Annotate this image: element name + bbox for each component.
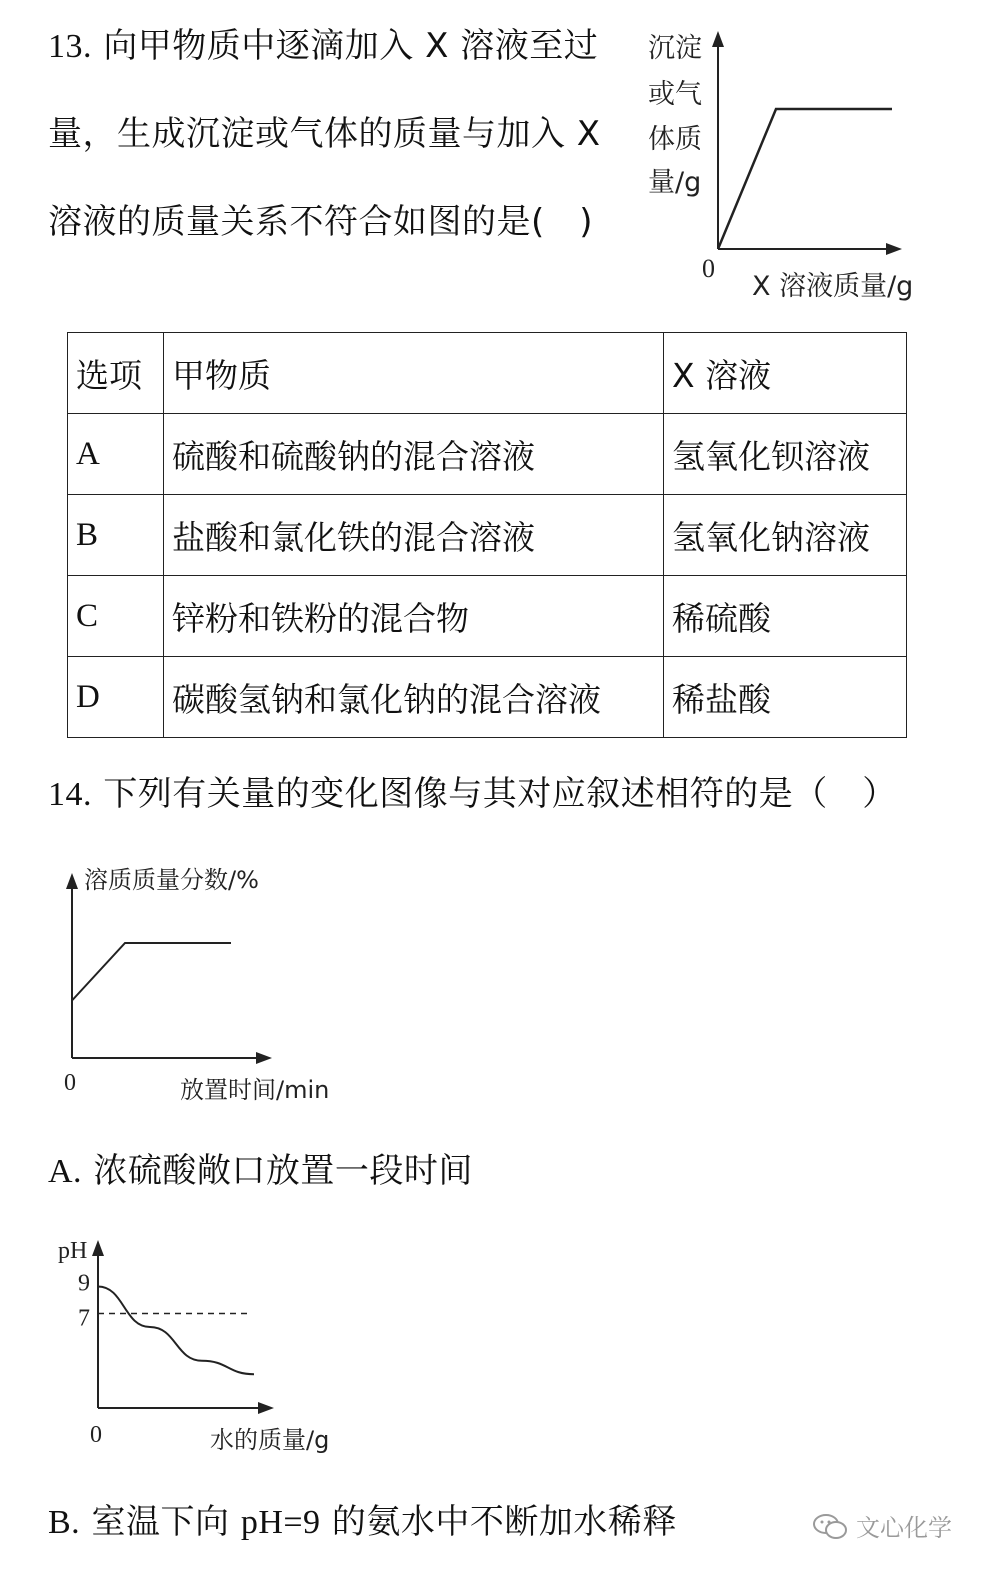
optA-series-line [72, 943, 231, 1001]
optA-y-arrow [66, 873, 78, 889]
optB-tick-label: 7 [78, 1305, 90, 1332]
q13-series-line [718, 109, 892, 249]
q14-optionB [48, 1478, 677, 1567]
table-cell-substance: 碳酸氢钠和氯化钠的混合溶液 [164, 657, 664, 738]
table-cell-solution: 稀盐酸 [664, 657, 907, 738]
table-row [68, 414, 907, 495]
optB-x-arrow [258, 1402, 274, 1414]
optA-text: 浓硫酸敞口放置一段时间 [93, 1151, 473, 1191]
table-row [68, 495, 907, 576]
q13-xlabel: X 溶液质量/g [752, 271, 914, 302]
table-cell-option: B [68, 495, 164, 576]
table-cell-substance: 硫酸和硫酸钠的混合溶液 [164, 414, 664, 495]
q13-chart [640, 15, 940, 315]
table-header-cell: 甲物质 [164, 333, 664, 414]
q14-optionA-chart [50, 855, 370, 1115]
table-cell-solution: 稀硫酸 [664, 576, 907, 657]
q13-line3: 溶液的质量关系不符合如图的是( ) [48, 202, 594, 242]
q13-ylabel-line: 量/g [648, 167, 702, 198]
table-header-cell: 选项 [68, 333, 164, 414]
q14-number: 14. [48, 776, 92, 813]
options-table [67, 332, 907, 738]
optB-label: B. [48, 1504, 81, 1541]
table-cell-solution: 氢氧化钡溶液 [664, 414, 907, 495]
optB-series-line [98, 1287, 254, 1375]
watermark-text: 文心化学 [856, 1514, 952, 1542]
table-row [68, 657, 907, 738]
q13-origin-label: 0 [702, 254, 715, 283]
q13-ylabel-line: 或气 [648, 79, 702, 110]
table-header-row [68, 333, 907, 414]
table-header-cell: X 溶液 [664, 333, 907, 414]
table-cell-option: C [68, 576, 164, 657]
optA-xlabel: 放置时间/min [180, 1076, 330, 1104]
q14-text: 下列有关量的变化图像与其对应叙述相符的是（ ） [103, 774, 897, 814]
q14-stem [48, 750, 897, 839]
table-cell-substance: 盐酸和氯化铁的混合溶液 [164, 495, 664, 576]
q13-ylabel-line: 沉淀 [648, 33, 702, 64]
optA-label: A. [48, 1153, 83, 1190]
table-row [68, 576, 907, 657]
optB-text-ph: pH=9 [240, 1504, 321, 1541]
optB-ylabel: pH [58, 1238, 88, 1264]
table-cell-solution: 氢氧化钠溶液 [664, 495, 907, 576]
optB-text-suffix: 的氨水中不断加水稀释 [331, 1502, 677, 1542]
q14-optionB-chart [50, 1228, 370, 1468]
optB-y-arrow [92, 1240, 104, 1256]
optA-ylabel: 溶质质量分数/% [84, 866, 259, 894]
q13-number: 13. [48, 28, 92, 65]
optB-text-prefix: 室温下向 [91, 1502, 230, 1542]
optA-origin-label: 0 [64, 1070, 76, 1096]
table-cell-option: A [68, 414, 164, 495]
q13-y-arrow [712, 31, 724, 47]
q13-ylabel [648, 33, 702, 198]
watermark [812, 1508, 952, 1543]
optA-x-arrow [256, 1052, 272, 1064]
optB-origin-label: 0 [90, 1422, 102, 1448]
q13-x-arrow [886, 243, 902, 255]
wechat-icon [812, 1512, 848, 1540]
q13-line1 [48, 2, 598, 91]
optB-xlabel: 水的质量/g [210, 1426, 330, 1454]
optB-tick-label: 9 [78, 1270, 90, 1297]
q13-line1-text: 向甲物质中逐滴加入 X 溶液至过 [103, 26, 599, 66]
q13-ylabel-line: 体质 [648, 124, 702, 155]
table-cell-option: D [68, 657, 164, 738]
q13-line2: 量，生成沉淀或气体的质量与加入 X [48, 114, 601, 154]
table-cell-substance: 锌粉和铁粉的混合物 [164, 576, 664, 657]
q14-optionA [48, 1127, 473, 1216]
